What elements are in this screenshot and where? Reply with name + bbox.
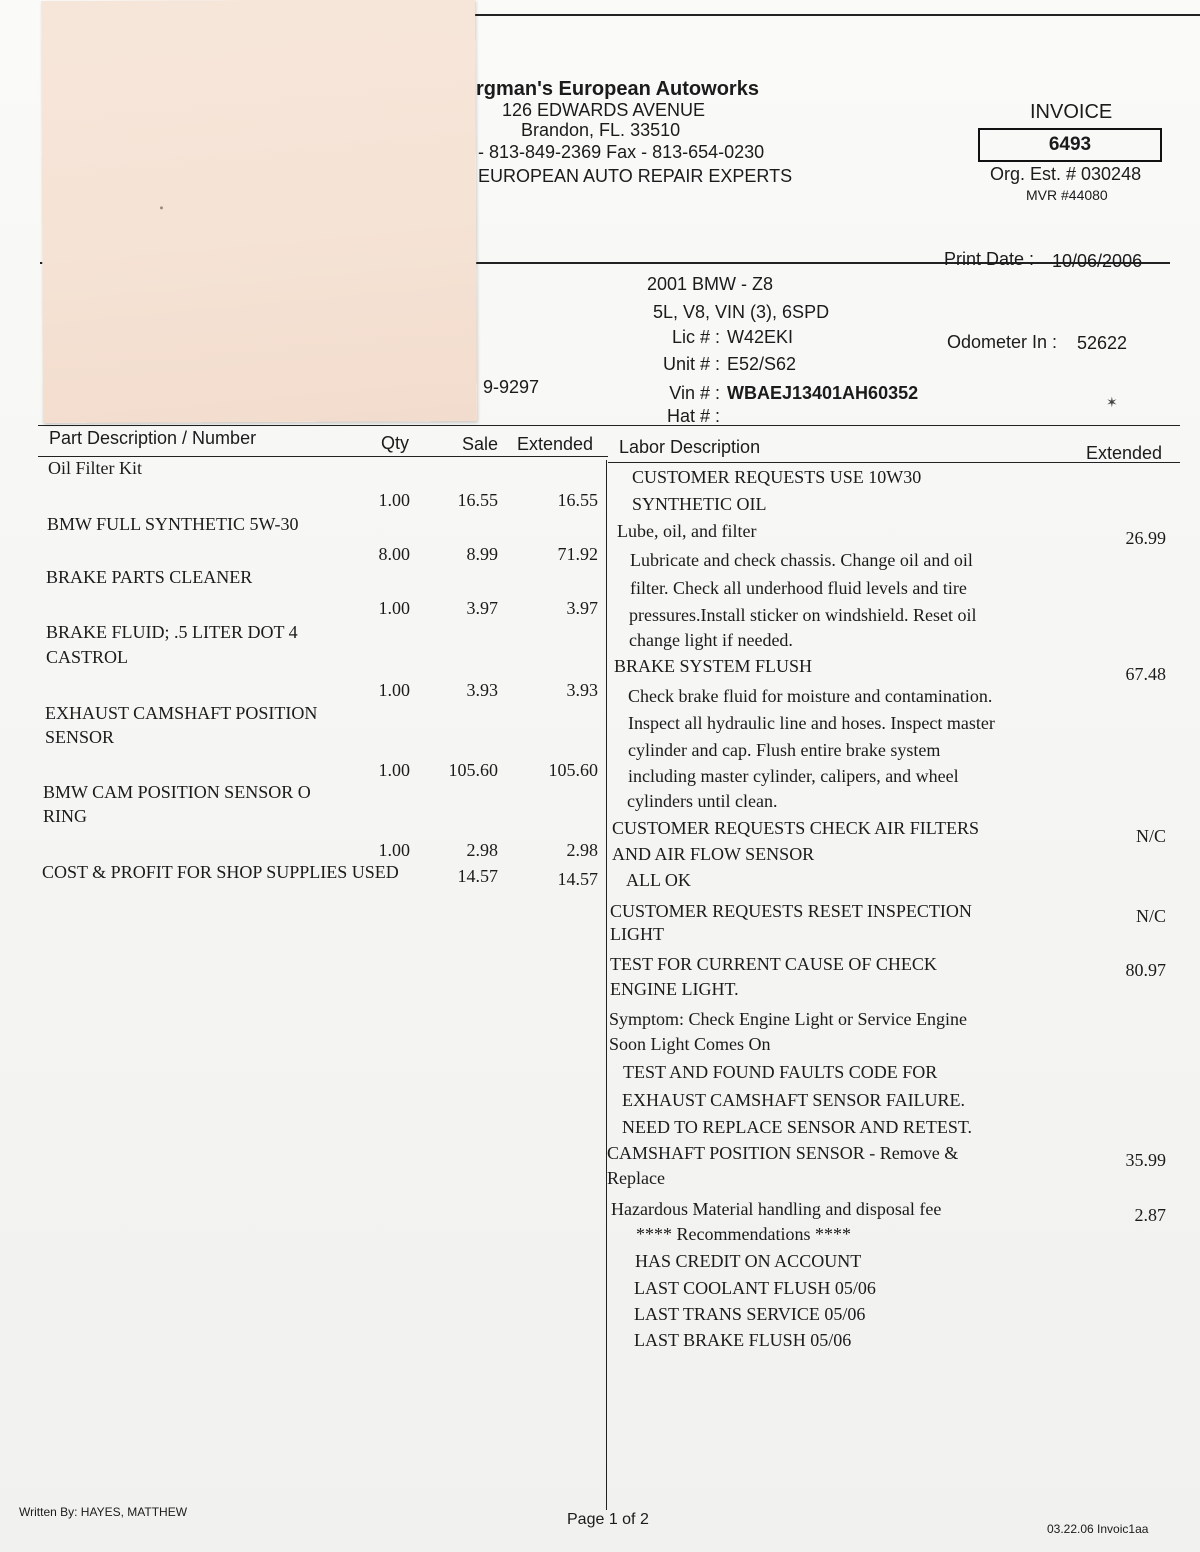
labor-line: LAST TRANS SERVICE 05/06 (634, 1304, 866, 1324)
labor-line: change light if needed. (629, 630, 793, 650)
part-description-header: Part Description / Number (49, 428, 257, 448)
lic-value: W42EKI (727, 327, 794, 347)
labor-description-header: Labor Description (619, 437, 761, 457)
parts-extended-header: Extended (517, 434, 594, 454)
labor-line: Replace (607, 1168, 665, 1188)
part-extended-price: 14.57 (557, 869, 598, 889)
part-extended-price: 16.55 (557, 490, 598, 510)
part-sale-price: 105.60 (448, 760, 498, 780)
part-qty: 1.00 (378, 760, 410, 780)
parts-header-bottom-rule (38, 456, 608, 457)
unit-value: E52/S62 (727, 354, 797, 374)
vin-value: WBAEJ13401AH60352 (727, 383, 919, 403)
part-description: CASTROL (46, 647, 129, 667)
qty-header: Qty (381, 433, 410, 453)
labor-line: cylinders until clean. (627, 791, 778, 811)
odometer-label: Odometer In : (947, 332, 1058, 352)
labor-line: cylinder and cap. Flush entire brake system (628, 740, 941, 760)
labor-line: CUSTOMER REQUESTS USE 10W30 (632, 467, 922, 487)
labor-line: SYNTHETIC OIL (632, 494, 767, 514)
column-divider (606, 460, 607, 1510)
labor-line: TEST FOR CURRENT CAUSE OF CHECK (610, 954, 937, 974)
labor-line: Symptom: Check Engine Light or Service Engine (609, 1009, 967, 1029)
part-description: SENSOR (45, 727, 115, 747)
ink-mark-icon: ✶ (1106, 394, 1118, 410)
invoice-number: 6493 (978, 128, 1162, 162)
written-by: Written By: HAYES, MATTHEW (19, 1505, 188, 1519)
labor-amount: 80.97 (1125, 960, 1166, 980)
shop-phone-fax: - 813-849-2369 Fax - 813-654-0230 (478, 142, 765, 162)
part-extended-price: 105.60 (548, 760, 598, 780)
unit-label: Unit # : (662, 354, 720, 374)
labor-line: **** Recommendations **** (636, 1224, 851, 1244)
org-estimate: Org. Est. # 030248 (990, 164, 1142, 184)
print-date: 10/06/2006 (1052, 251, 1143, 271)
labor-line: filter. Check all underhood fluid levels and tire (630, 578, 967, 598)
labor-line: CUSTOMER REQUESTS CHECK AIR FILTERS (612, 818, 980, 838)
top-rule (470, 14, 1200, 16)
labor-amount: 67.48 (1125, 664, 1166, 684)
mvr-number: MVR #44080 (1026, 187, 1108, 203)
labor-line: Inspect all hydraulic line and hoses. Inspect master (628, 713, 995, 733)
part-qty: 1.00 (378, 598, 410, 618)
part-description: RING (43, 806, 87, 826)
part-description: BRAKE FLUID; .5 LITER DOT 4 (46, 622, 298, 642)
labor-amount: 2.87 (1134, 1205, 1166, 1225)
part-qty: 1.00 (378, 490, 410, 510)
part-description: BRAKE PARTS CLEANER (46, 567, 253, 587)
part-sale-price: 16.55 (457, 490, 498, 510)
part-qty: 8.00 (378, 544, 410, 564)
vin-label: Vin # : (669, 383, 720, 403)
shop-tagline: EUROPEAN AUTO REPAIR EXPERTS (478, 166, 793, 186)
labor-line: LAST BRAKE FLUSH 05/06 (634, 1330, 852, 1350)
form-code: 03.22.06 Invoic1aa (1047, 1522, 1149, 1536)
labor-line: Hazardous Material handling and disposal fee (611, 1199, 942, 1219)
labor-extended-header: Extended (1086, 443, 1163, 463)
labor-line: Lube, oil, and filter (617, 521, 757, 541)
labor-line: ALL OK (626, 870, 691, 890)
sale-header: Sale (462, 434, 499, 454)
part-description: BMW FULL SYNTHETIC 5W-30 (47, 514, 299, 534)
labor-amount: N/C (1135, 826, 1166, 846)
labor-line: TEST AND FOUND FAULTS CODE FOR (623, 1062, 938, 1082)
part-extended-price: 2.98 (566, 840, 598, 860)
labor-line: BRAKE SYSTEM FLUSH (614, 656, 813, 676)
labor-line: pressures.Install sticker on windshield. Reset oil (629, 605, 977, 625)
vehicle-model: 2001 BMW - Z8 (647, 274, 774, 294)
shop-city: Brandon, FL. 33510 (521, 120, 681, 140)
hat-label: Hat # : (666, 406, 720, 426)
part-sale-price: 14.57 (457, 866, 498, 886)
part-extended-price: 3.93 (566, 680, 598, 700)
labor-amount: N/C (1135, 906, 1166, 926)
part-description: COST & PROFIT FOR SHOP SUPPLIES USED (42, 862, 399, 882)
labor-line: LIGHT (610, 924, 664, 944)
labor-line: AND AIR FLOW SENSOR (612, 844, 815, 864)
odometer-value: 52622 (1077, 333, 1128, 353)
shop-name: rgman's European Autoworks (476, 78, 759, 100)
labor-line: EXHAUST CAMSHAFT SENSOR FAILURE. (622, 1090, 966, 1110)
labor-line: Check brake fluid for moisture and contamination. (628, 686, 993, 706)
parts-header-top-rule (38, 425, 1180, 426)
page-number: Page 1 of 2 (567, 1511, 649, 1528)
part-sale-price: 3.93 (466, 680, 498, 700)
labor-line: CUSTOMER REQUESTS RESET INSPECTION (610, 901, 972, 921)
part-sale-price: 3.97 (466, 598, 498, 618)
labor-line: ENGINE LIGHT. (610, 979, 739, 999)
part-description: EXHAUST CAMSHAFT POSITION (45, 703, 318, 723)
sticky-note-speck (160, 206, 163, 209)
labor-line: LAST COOLANT FLUSH 05/06 (634, 1278, 876, 1298)
labor-header-bottom-rule (608, 462, 1180, 463)
part-qty: 1.00 (378, 840, 410, 860)
labor-line: Lubricate and check chassis. Change oil and oil (630, 550, 973, 570)
invoice-title: INVOICE (1030, 101, 1113, 123)
shop-address: 126 EDWARDS AVENUE (502, 100, 706, 120)
labor-line: CAMSHAFT POSITION SENSOR - Remove & (607, 1143, 959, 1163)
labor-amount: 35.99 (1125, 1150, 1166, 1170)
customer-phone-fragment: 9-9297 (483, 377, 540, 397)
labor-line: NEED TO REPLACE SENSOR AND RETEST. (622, 1117, 973, 1137)
print-date-label: Print Date : (944, 249, 1035, 269)
part-description: Oil Filter Kit (48, 458, 142, 478)
part-sale-price: 8.99 (466, 544, 498, 564)
vehicle-engine: 5L, V8, VIN (3), 6SPD (653, 302, 830, 322)
part-extended-price: 71.92 (557, 544, 598, 564)
labor-line: HAS CREDIT ON ACCOUNT (635, 1251, 862, 1271)
part-qty: 1.00 (378, 680, 410, 700)
part-description: BMW CAM POSITION SENSOR O (43, 782, 311, 802)
part-extended-price: 3.97 (566, 598, 598, 618)
labor-line: including master cylinder, calipers, and wheel (628, 766, 959, 786)
labor-amount: 26.99 (1125, 528, 1166, 548)
sticky-note (41, 0, 477, 423)
labor-line: Soon Light Comes On (609, 1034, 771, 1054)
lic-label: Lic # : (671, 327, 720, 347)
part-sale-price: 2.98 (466, 840, 498, 860)
